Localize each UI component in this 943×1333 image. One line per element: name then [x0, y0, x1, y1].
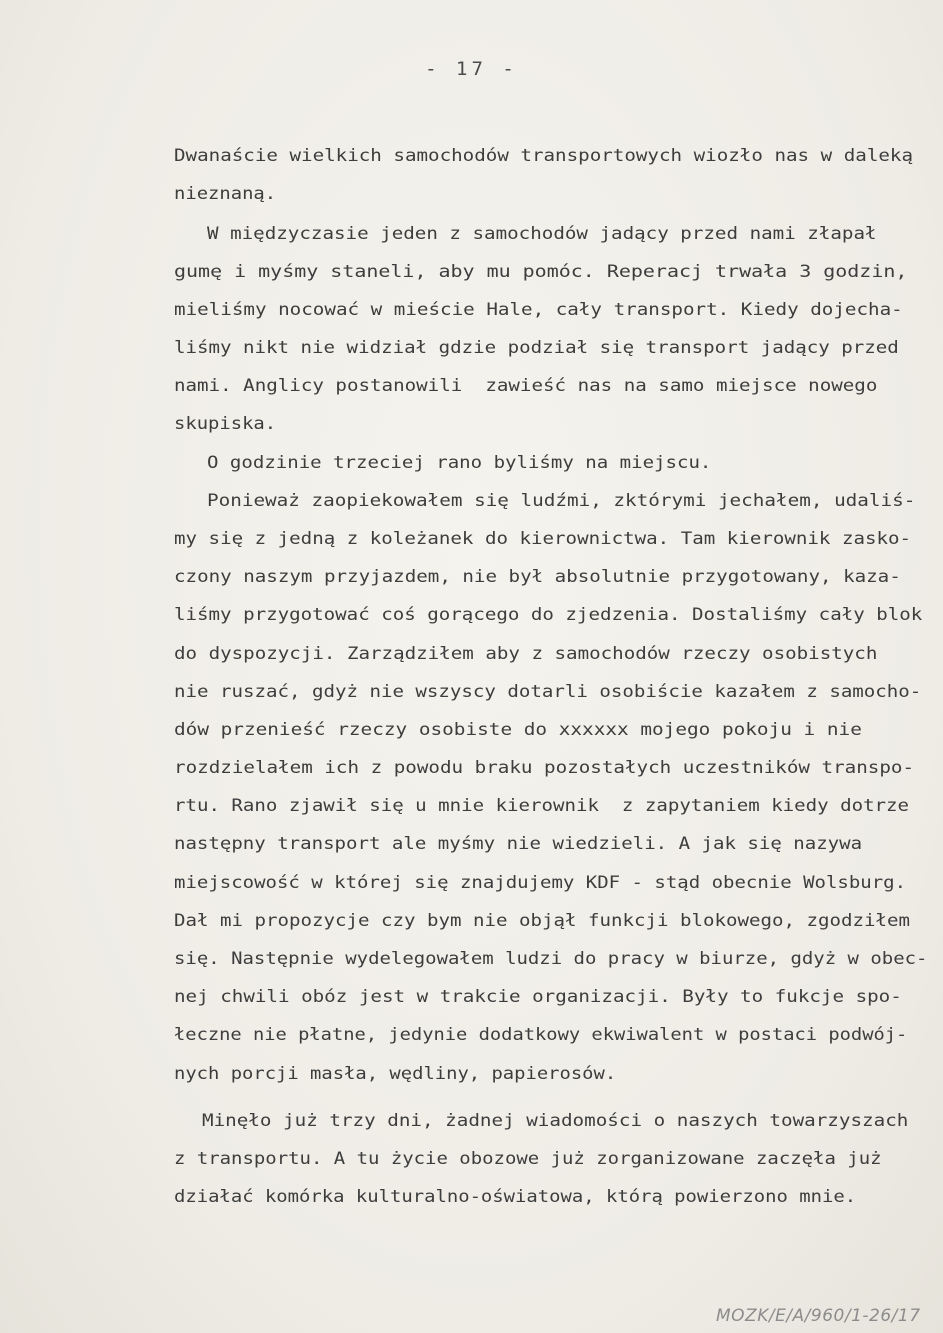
- text-line: do dyspozycji. Zarządziłem aby z samochodów rzeczy osobistych: [174, 644, 878, 664]
- text-line: nieznaną.: [174, 184, 277, 204]
- text-line: czony naszym przyjazdem, nie był absolutnie przygotowany, kaza-: [174, 567, 901, 587]
- text-line: Minęło już trzy dni, żadnej wiadomości o naszych towarzyszach: [202, 1111, 909, 1131]
- text-line: miejscowość w której się znajdujemy KDF - stąd obecnie Wolsburg.: [174, 873, 907, 893]
- text-line: gumę i myśmy staneli, aby mu pomóc. Reperacj trwała 3 godzin,: [174, 262, 908, 282]
- text-line: działać komórka kulturalno-oświatowa, którą powierzono mnie.: [174, 1187, 857, 1207]
- text-line: nami. Anglicy postanowili zawieść nas na samo miejsce nowego: [174, 376, 878, 396]
- text-line: mieliśmy nocować w mieście Hale, cały transport. Kiedy dojecha-: [174, 300, 903, 320]
- text-line: liśmy przygotować coś gorącego do zjedzenia. Dostaliśmy cały blok: [174, 605, 923, 625]
- text-line: O godzinie trzeciej rano byliśmy na miejscu.: [207, 453, 712, 473]
- text-line: się. Następnie wydelegowałem ludzi do pracy w biurze, gdyż w obec-: [174, 949, 928, 969]
- text-line: my się z jedną z koleżanek do kierownictwa. Tam kierownik zasko-: [174, 529, 912, 549]
- text-line: następny transport ale myśmy nie wiedzieli. A jak się nazywa: [174, 834, 863, 854]
- text-line: liśmy nikt nie widział gdzie podział się transport jadący przed: [174, 338, 899, 358]
- text-line: z transportu. A tu życie obozowe już zorganizowane zaczęła już: [174, 1149, 882, 1169]
- text-line: nych porcji masła, wędliny, papierosów.: [174, 1064, 617, 1084]
- archive-signature: MOZK/E/A/960/1-26/17: [716, 1306, 921, 1326]
- text-line: W międzyczasie jeden z samochodów jadący przed nami złapał: [207, 224, 877, 244]
- text-line: dów przenieść rzeczy osobiste do xxxxxx mojego pokoju i nie: [174, 720, 862, 740]
- text-line: Ponieważ zaopiekowałem się ludźmi, zktórymi jechałem, udaliś-: [207, 491, 916, 511]
- text-line: łeczne nie płatne, jedynie dodatkowy ekwiwalent w postaci podwój-: [174, 1025, 908, 1045]
- text-line: rozdzielałem ich z powodu braku pozostałych uczestników transpo-: [174, 758, 915, 778]
- text-line: skupiska.: [174, 414, 277, 434]
- text-line: nie ruszać, gdyż nie wszyscy dotarli osobiście kazałem z samocho-: [174, 682, 922, 702]
- page-number: - 17 -: [425, 58, 518, 80]
- text-line: nej chwili obóz jest w trakcie organizacji. Były to fukcje spo-: [174, 987, 902, 1007]
- text-line: Dwanaście wielkich samochodów transportowych wiozło nas w daleką: [174, 146, 914, 166]
- text-line: Dał mi propozycje czy bym nie objął funkcji blokowego, zgodziłem: [174, 911, 911, 931]
- text-line: rtu. Rano zjawił się u mnie kierownik z zapytaniem kiedy dotrze: [174, 796, 910, 816]
